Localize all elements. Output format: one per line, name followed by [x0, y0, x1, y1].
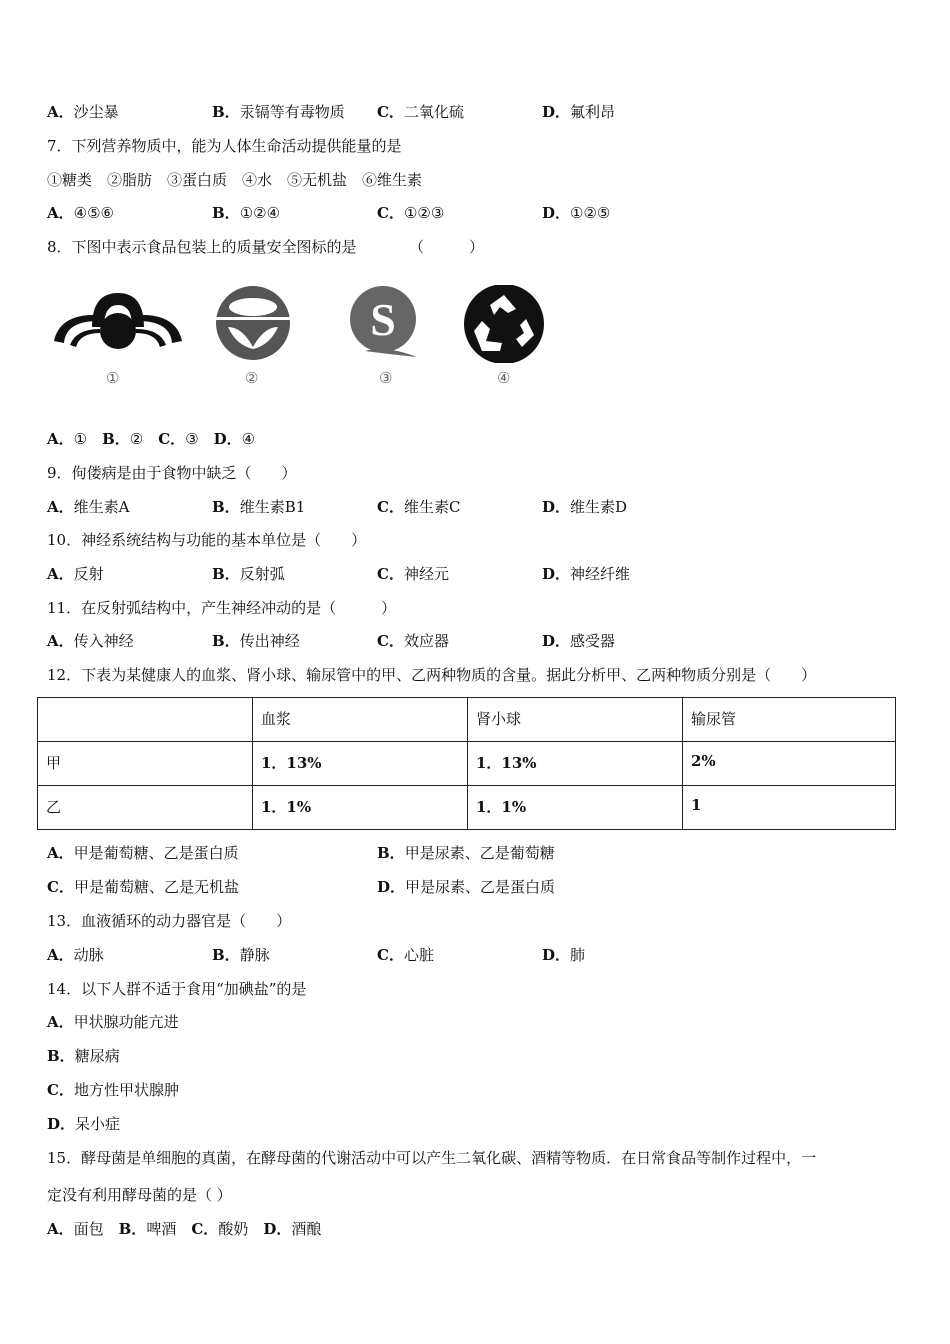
q10-option-d: D．神经纤维: [542, 565, 631, 583]
table-header-cell: 血浆: [253, 698, 468, 742]
q8-stem: 8．下图中表示食品包装上的质量安全图标的是 （ ）: [47, 238, 485, 256]
icon-label-3: ③: [379, 369, 393, 387]
table-header-row: [38, 698, 896, 742]
table-row: [38, 742, 896, 786]
q12-option-a: A．甲是葡萄糖、乙是蛋白质: [47, 844, 239, 862]
q6-option-a: A．沙尘暴: [47, 103, 119, 121]
q6-option-b: B．汞镉等有毒物质: [212, 103, 345, 121]
q7-stem: 7．下列营养物质中，能为人体生命活动提供能量的是: [47, 137, 402, 155]
q13-stem: 13．血液循环的动力器官是（ ）: [47, 912, 292, 930]
q15-stem-line2: 定没有利用酵母菌的是（ ）: [47, 1186, 232, 1204]
q15-options: A．面包 B．啤酒 C．酸奶 D．酒酿: [47, 1220, 322, 1238]
q11-option-a: A．传入神经: [47, 632, 134, 650]
table-cell: 1．13%: [468, 742, 683, 786]
table-row: [38, 786, 896, 830]
q14-option-d: D．呆小症: [47, 1115, 121, 1133]
q10-option-b: B．反射弧: [212, 565, 285, 583]
q9-option-a: A．维生素A: [47, 498, 130, 516]
q10-option-a: A．反射: [47, 565, 104, 583]
q14-stem: 14．以下人群不适于食用“加碘盐”的是: [47, 980, 307, 998]
q9-option-c: C．维生素C: [377, 498, 461, 516]
q10-stem: 10．神经系统结构与功能的基本单位是（ ）: [47, 531, 367, 549]
q15-stem-line1: 15．酵母菌是单细胞的真菌，在酵母菌的代谢活动中可以产生二氧化碳、酒精等物质．在日常食品等制作过程中，一: [47, 1149, 817, 1167]
q9-stem: 9．佝偻病是由于食物中缺乏（ ）: [47, 464, 297, 482]
icon-label-4: ④: [497, 369, 511, 387]
q11-option-d: D．感受器: [542, 632, 616, 650]
table-cell: 甲: [38, 742, 253, 786]
q14-option-c: C．地方性甲状腺肿: [47, 1081, 179, 1099]
q14-option-a: A．甲状腺功能亢进: [47, 1013, 179, 1031]
icon-label-2: ②: [245, 369, 259, 387]
q13-option-b: B．静脉: [212, 946, 270, 964]
table-cell: 2%: [683, 742, 896, 786]
q10-option-c: C．神经元: [377, 565, 449, 583]
q12-table: [37, 697, 896, 830]
quality-safety-qs-icon: [345, 285, 425, 360]
q12-option-d: D．甲是尿素、乙是蛋白质: [377, 878, 556, 896]
q8-options: A．① B．② C．③ D．④: [47, 430, 256, 448]
table-cell: 1．1%: [253, 786, 468, 830]
table-cell: 1: [683, 786, 896, 830]
q6-option-d: D．氟利昂: [542, 103, 616, 121]
icon-label-1: ①: [106, 369, 120, 387]
q7-option-b: B．①②④: [212, 204, 281, 222]
green-food-label-icon: [212, 285, 294, 360]
q7-option-a: A．④⑤⑥: [47, 204, 114, 222]
q11-option-c: C．效应器: [377, 632, 449, 650]
table-header-cell: 输尿管: [683, 698, 896, 742]
q7-items: ①糖类 ②脂肪 ③蛋白质 ④水 ⑤无机盐 ⑥维生素: [47, 171, 423, 189]
q12-stem: 12．下表为某健康人的血浆、肾小球、输尿管中的甲、乙两种物质的含量。据此分析甲、乙两种物质分别是（ ）: [47, 666, 817, 684]
table-cell: 乙: [38, 786, 253, 830]
china-environmental-label-icon: [50, 285, 186, 360]
q7-option-d: D．①②⑤: [542, 204, 611, 222]
q9-option-d: D．维生素D: [542, 498, 628, 516]
q13-option-c: C．心脏: [377, 946, 434, 964]
table-header-cell: [38, 698, 253, 742]
q7-option-c: C．①②③: [377, 204, 445, 222]
q12-option-c: C．甲是葡萄糖、乙是无机盐: [47, 878, 239, 896]
q12-option-b: B．甲是尿素、乙是葡萄糖: [377, 844, 555, 862]
q6-option-c: C．二氧化硫: [377, 103, 464, 121]
q11-stem: 11．在反射弧结构中，产生神经冲动的是（ ）: [47, 599, 397, 617]
svg-text:S: S: [370, 294, 396, 345]
q14-option-b: B．糖尿病: [47, 1047, 120, 1065]
recycle-icon: [460, 285, 548, 363]
q13-option-a: A．动脉: [47, 946, 104, 964]
table-header-cell: 肾小球: [468, 698, 683, 742]
q11-option-b: B．传出神经: [212, 632, 300, 650]
table-cell: 1．1%: [468, 786, 683, 830]
q13-option-d: D．肺: [542, 946, 586, 964]
table-cell: 1．13%: [253, 742, 468, 786]
q9-option-b: B．维生素B1: [212, 498, 306, 516]
